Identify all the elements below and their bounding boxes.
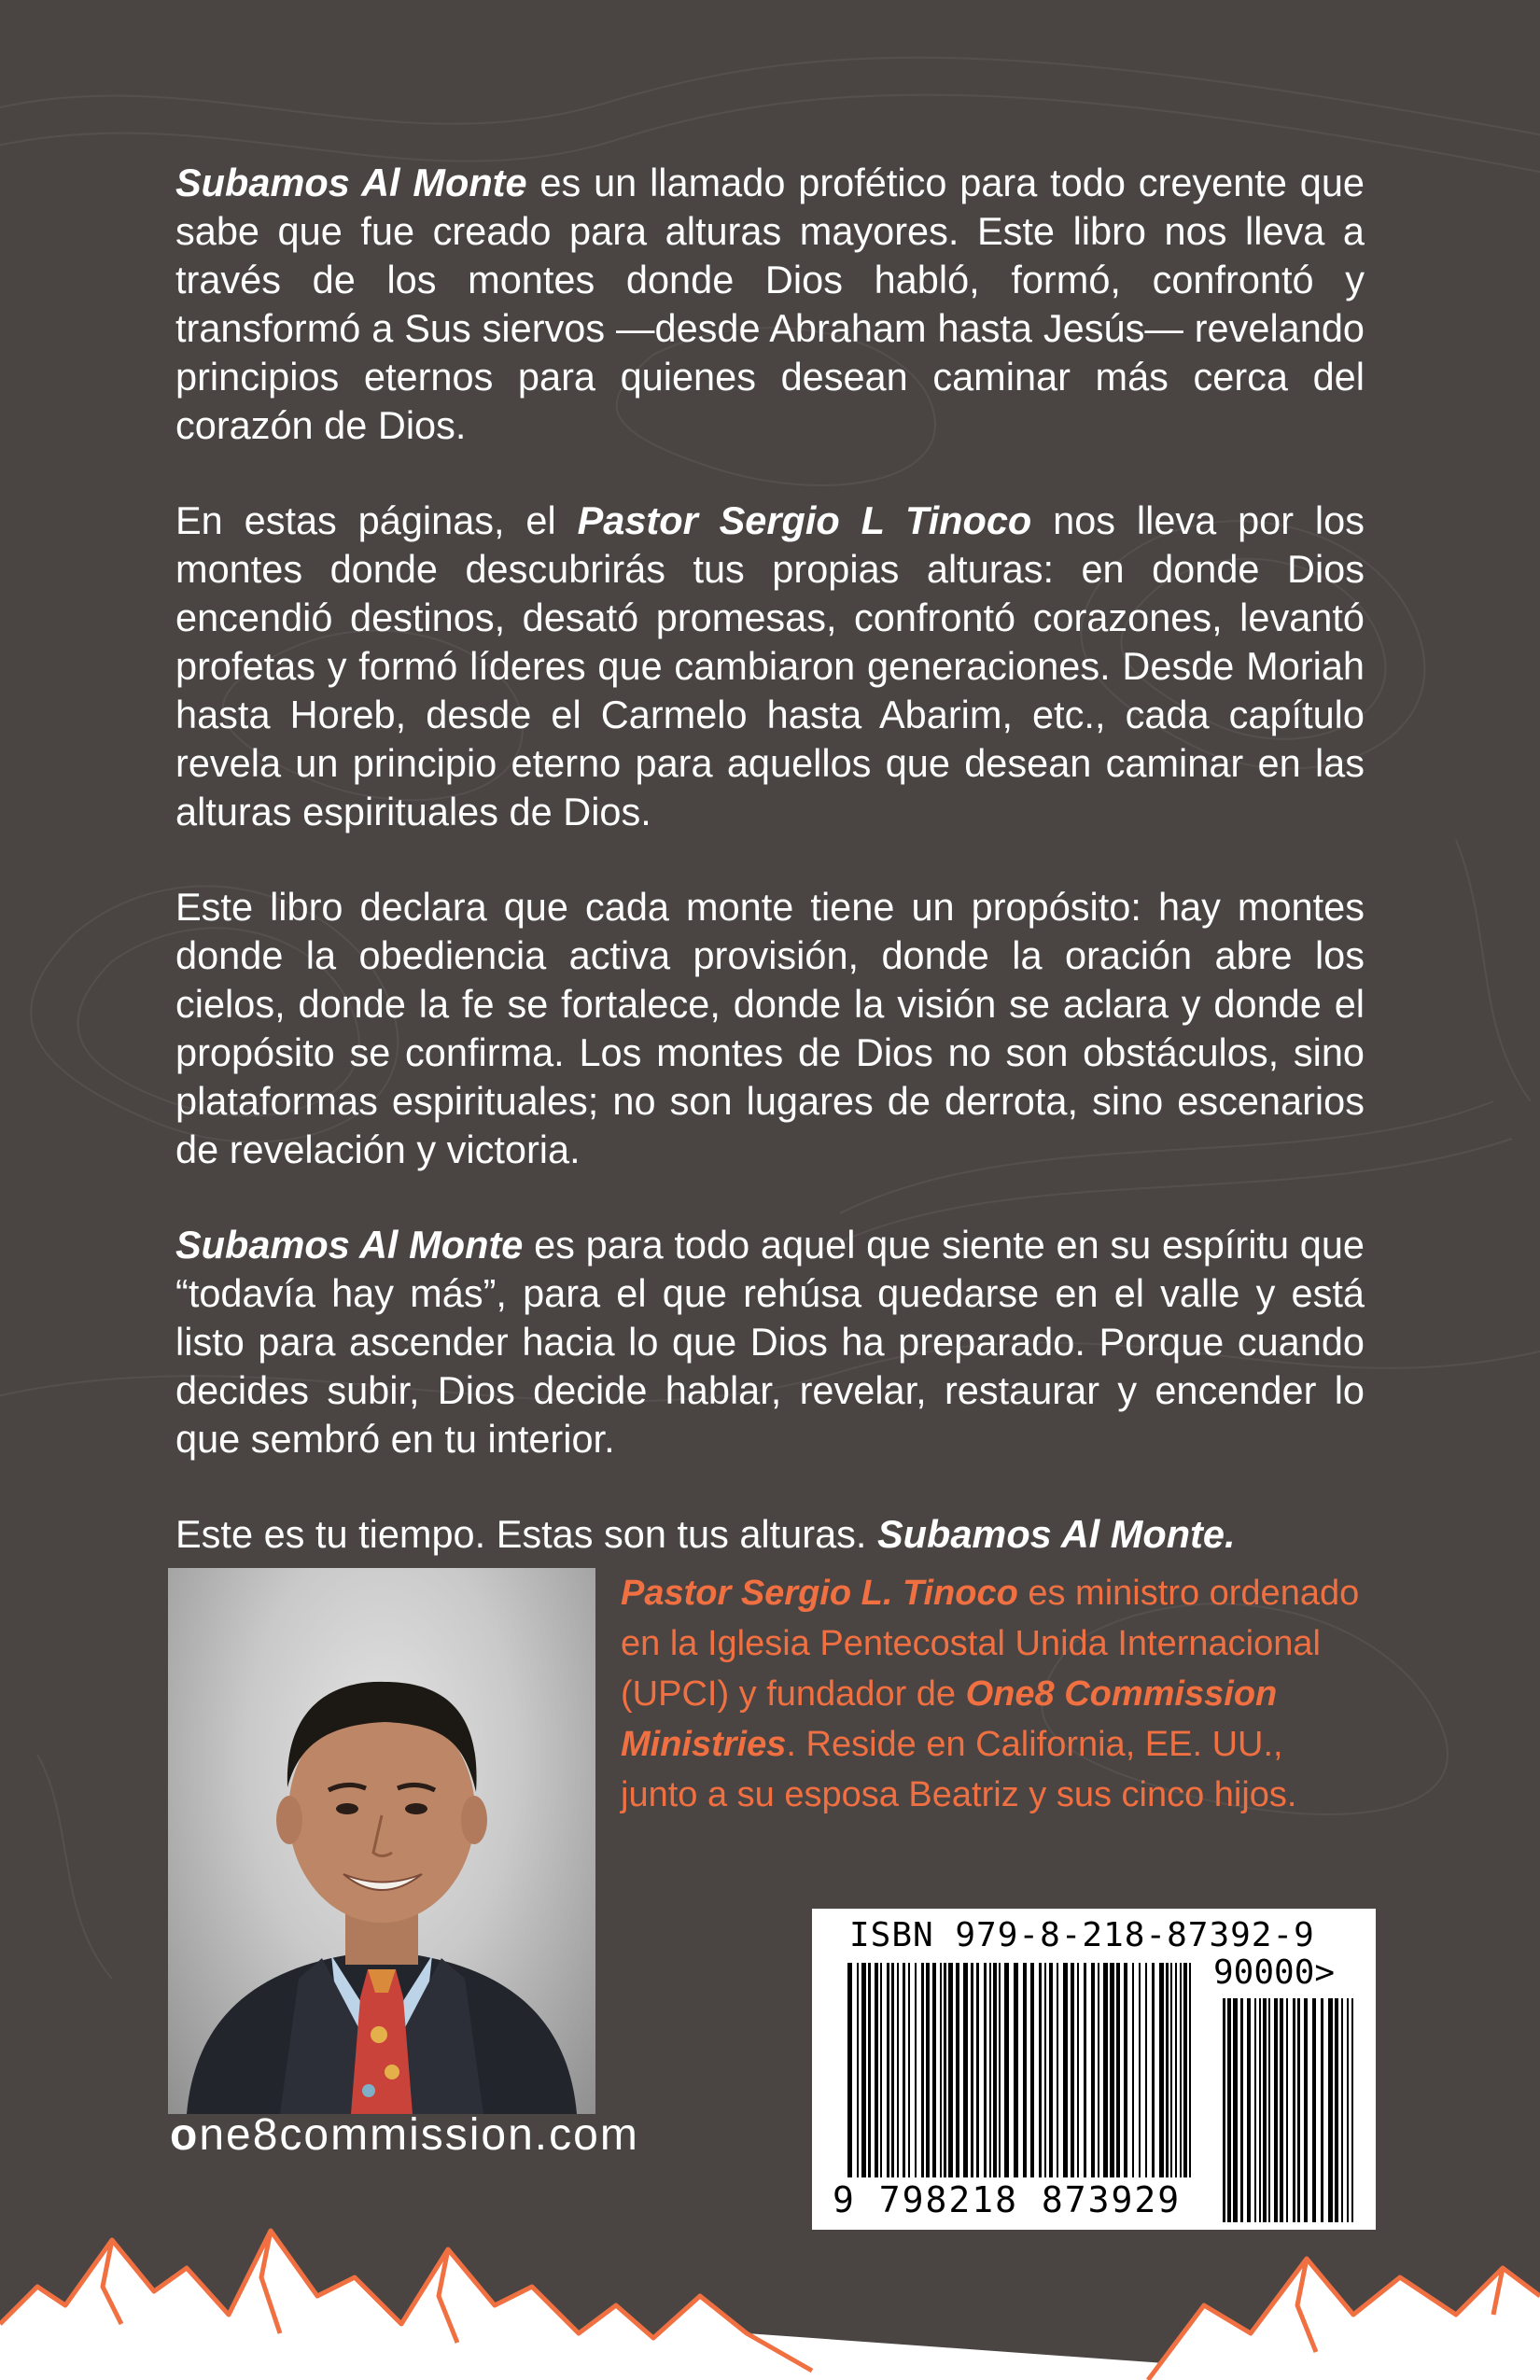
barcode-bar [857,1963,859,2177]
book-title-mention: Subamos Al Monte [175,1223,524,1267]
bio-text: . Reside en California, EE. UU., junto a su esposa Beatriz y sus cinco hijos. [621,1725,1297,1814]
blurb-text: Este es tu tiempo. Estas son tus alturas. [175,1512,877,1556]
author-name-mention: Pastor Sergio L Tinoco [577,498,1032,542]
barcode-bar [908,1963,910,2177]
barcode-bar [1110,1963,1114,2177]
blurb-paragraph-1 [175,159,1365,450]
barcode-bar [1023,1963,1027,2177]
barcode-bar [1139,1963,1141,2177]
barcode-bar [1084,1963,1086,2177]
barcode-bar [932,1963,936,2177]
barcode-bar [1004,1963,1009,2177]
barcode-bar [993,1963,997,2177]
barcode-bar [926,1963,930,2177]
barcode-bar [875,1963,878,2177]
author-name: Pastor Sergio L. Tinoco [621,1574,1018,1613]
barcode-bar [1098,1963,1099,2177]
barcode-bar [1057,1963,1058,2177]
blurb-text: Este libro declara que cada monte tiene un propósito: hay montes donde la obediencia activa provisión, donde la oración abre los cielos, donde la fe se fortalece, donde la visión se aclara y donde el propósito se confirma. Los montes de Dios no son obstáculos, sino plataformas espirituales; no son lugares de derrota, sino escenarios de revelación y victoria. [175,885,1365,1171]
website-url-prefix: o [170,2110,200,2160]
book-title-mention: Subamos Al Monte. [876,1512,1236,1556]
blurb-text: nos lleva por los montes donde descubrirás tus propias alturas: en donde Dios encendió destinos, desató promesas, confrontó corazones, levantó profetas y formó líderes que cambiaron generaciones. Desde Moriah hasta Horeb, desde el Carmelo hasta Abarim, etc., cada capítulo revela un principio eterno para aquellos que desean caminar en las alturas espirituales de Dios. [175,498,1365,833]
barcode-bar [1063,1963,1068,2177]
ministry-name: One8 Commission Ministries [621,1674,1278,1764]
barcode-bar [1183,1963,1187,2177]
barcode-bar [1175,1963,1177,2177]
barcode-bar [903,1963,905,2177]
barcode-bar [1189,1963,1191,2177]
author-bio [621,1568,1367,1820]
barcode-bar [940,1963,942,2177]
website-url[interactable] [170,2109,639,2161]
blurb-text: En estas páginas, el [175,498,578,542]
barcode-bar [1124,1963,1127,2177]
isbn-number: ISBN 979-8-218-87392-9 [849,1916,1315,1954]
blurb-text: es para todo aquel que siente en su espíritu que “todavía hay más”, para el que rehúsa quedarse en el valle y está listo para ascender hacia lo que Dios ha preparado. Porque cuando decides subir, Dios decide hablar, revelar, restaurar y encender lo que sembró en tu interior. [175,1223,1365,1461]
barcode-bar [921,1963,924,2177]
blurb-paragraph-2 [175,497,1365,836]
book-title-mention: Subamos Al Monte [175,161,527,204]
barcode-bar [1170,1963,1172,2177]
barcode-bar [1077,1963,1079,2177]
barcode-bar [1145,1963,1147,2177]
barcode-bar [887,1963,889,2177]
barcode-bar [868,1963,871,2177]
barcode-bar [1091,1963,1095,2177]
barcode-bar [971,1963,973,2177]
barcode-bar [944,1963,946,2177]
blurb-paragraph-5 [175,1510,1365,1559]
barcode-bar [1014,1963,1018,2177]
barcode-bar [976,1963,979,2177]
barcode-bar [847,1963,852,2177]
barcode-bar [891,1963,894,2177]
blurb-paragraph-3 [175,883,1365,1174]
barcode-bar [1049,1963,1053,2177]
author-portrait-illustration [168,1568,595,2114]
barcode-bar [861,1963,866,2177]
bio-text: es ministro ordenado en la Iglesia Pentecostal Unida Internacional (UPCI) y fundador de [621,1574,1360,1714]
back-cover-blurb [175,159,1365,1559]
barcode-bar [1039,1963,1042,2177]
author-photo [168,1568,595,2114]
barcode-bar [984,1963,987,2177]
barcode-bar [1030,1963,1034,2177]
barcode-bar [1180,1963,1182,2177]
barcode-digits: 9 798218 873929 [833,2179,1182,2220]
barcode-bar [1159,1963,1164,2177]
barcode-bar [1152,1963,1155,2177]
barcode-bar [897,1963,899,2177]
barcode-bar [1116,1963,1120,2177]
barcode-bar [948,1963,953,2177]
website-url-rest: ne8commission.com [199,2110,639,2160]
barcode-bar [989,1963,991,2177]
barcode-bar [1132,1963,1134,2177]
barcode-bar [1166,1963,1169,2177]
barcode-bar [999,1963,1001,2177]
mountain-range-illustration [0,2175,1540,2380]
barcode-bar [1071,1963,1074,2177]
barcode-bar [1103,1963,1108,2177]
blurb-text: es un llamado profético para todo creyente que sabe que fue creado para alturas mayores. Este libro nos lleva a través de los montes donde Dios habló, formó, confrontó y transformó a Sus siervos —desde Abraham hasta Jesús— revelando principios eternos para quienes desean caminar más cerca del corazón de Dios. [175,161,1365,447]
barcode-bar [915,1963,917,2177]
barcode-bar [1044,1963,1046,2177]
price-code: 90000> [1213,1953,1336,1992]
barcode-bar [880,1963,882,2177]
barcode-bars [847,1963,1193,2177]
barcode-bar [956,1963,959,2177]
barcode-bar [963,1963,968,2177]
blurb-paragraph-4 [175,1221,1365,1463]
